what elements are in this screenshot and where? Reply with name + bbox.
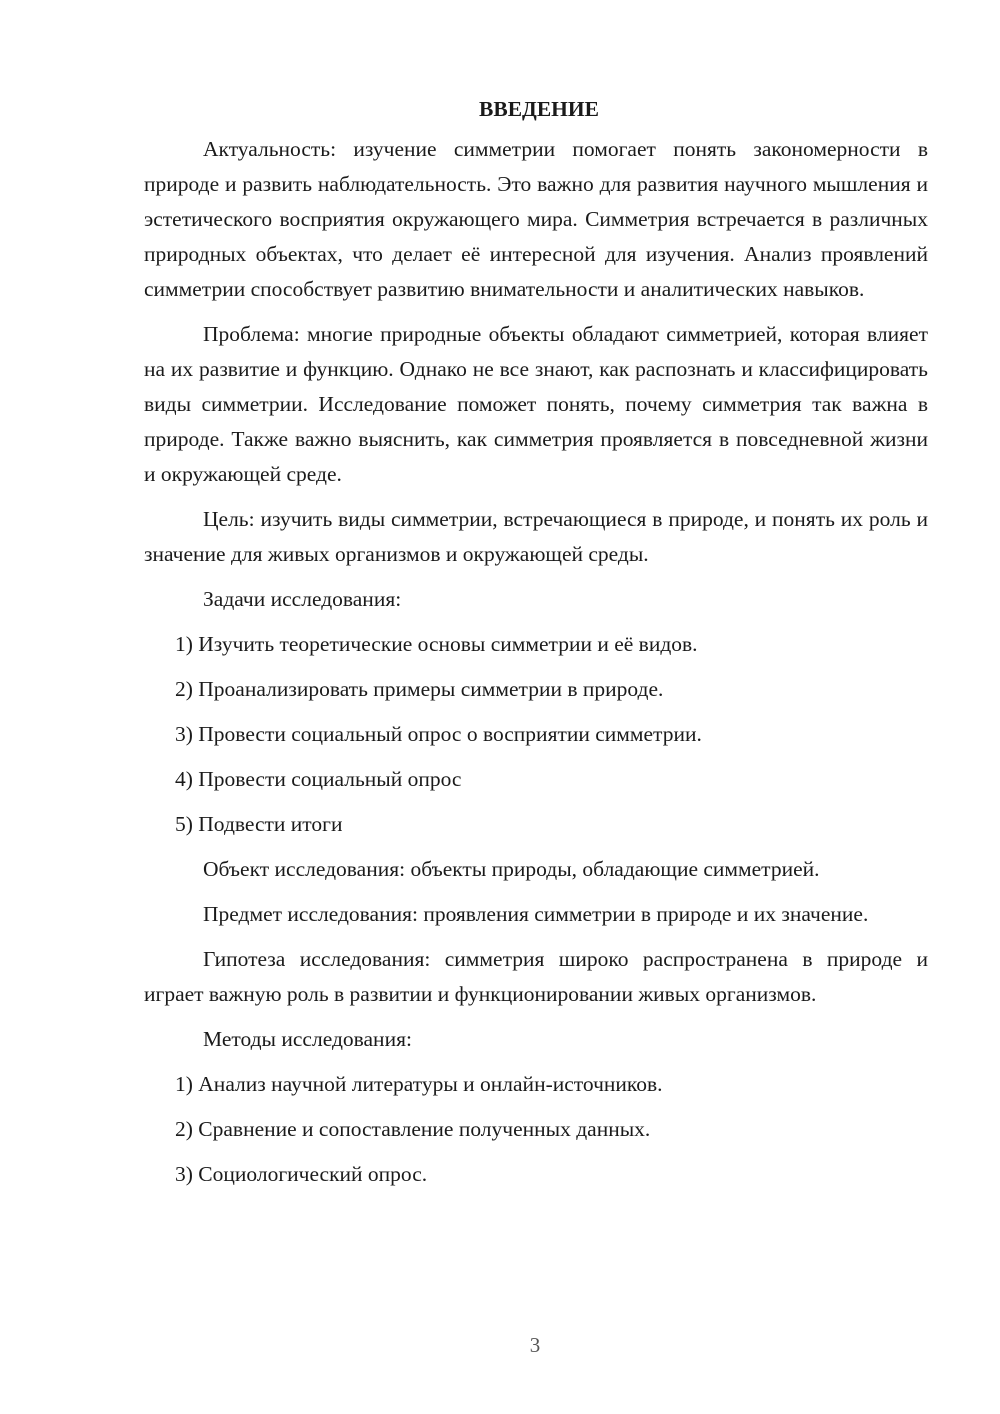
paragraph-problem: Проблема: многие природные объекты обладают симметрией, которая влияет на их развитие и функцию. Однако не все знают, как распознать и классифицировать виды симметрии. Исследование поможет понять, почему симметрия так важна в природе. Также важно выяснить, как симметрия проявляется в повседневной жизни и окружающей среде. [144,322,928,486]
methods-list [144,1067,928,1192]
list-item: 4) Провести социальный опрос [175,767,462,791]
section-title: ВВЕДЕНИЕ [479,97,599,121]
paragraph-relevance: Актуальность: изучение симметрии помогает понять закономерности в природе и развить наблюдательность. Это важно для развития научного мышления и эстетического восприятия окружающего мира. Симметрия встречается в различных природных объектах, что делает её интересной для изучения. Анализ проявлений симметрии способствует развитию внимательности и аналитических навыков. [144,137,928,301]
paragraph-subject: Предмет исследования: проявления симметрии в природе и их значение. [203,902,869,926]
tasks-list [144,627,928,842]
tasks-heading: Задачи исследования: [203,587,402,611]
methods-heading: Методы исследования: [203,1027,412,1051]
paragraph-goal: Цель: изучить виды симметрии, встречающиеся в природе, и понять их роль и значение для живых организмов и окружающей среды. [144,507,928,566]
list-item: 2) Проанализировать примеры симметрии в природе. [175,677,664,701]
paragraph-object: Объект исследования: объекты природы, обладающие симметрией. [203,857,820,881]
document-page [144,92,928,1202]
list-item: 3) Социологический опрос. [175,1162,428,1186]
list-item: 1) Изучить теоретические основы симметрии и её видов. [175,632,698,656]
list-item: 1) Анализ научной литературы и онлайн-источников. [175,1072,663,1096]
page-number: 3 [529,1333,541,1357]
list-item: 5) Подвести итоги [175,812,343,836]
list-item: 3) Провести социальный опрос о восприятии симметрии. [175,722,702,746]
paragraph-hypothesis: Гипотеза исследования: симметрия широко распространена в природе и играет важную роль в развитии и функционировании живых организмов. [144,947,928,1006]
list-item: 2) Сравнение и сопоставление полученных данных. [175,1117,651,1141]
